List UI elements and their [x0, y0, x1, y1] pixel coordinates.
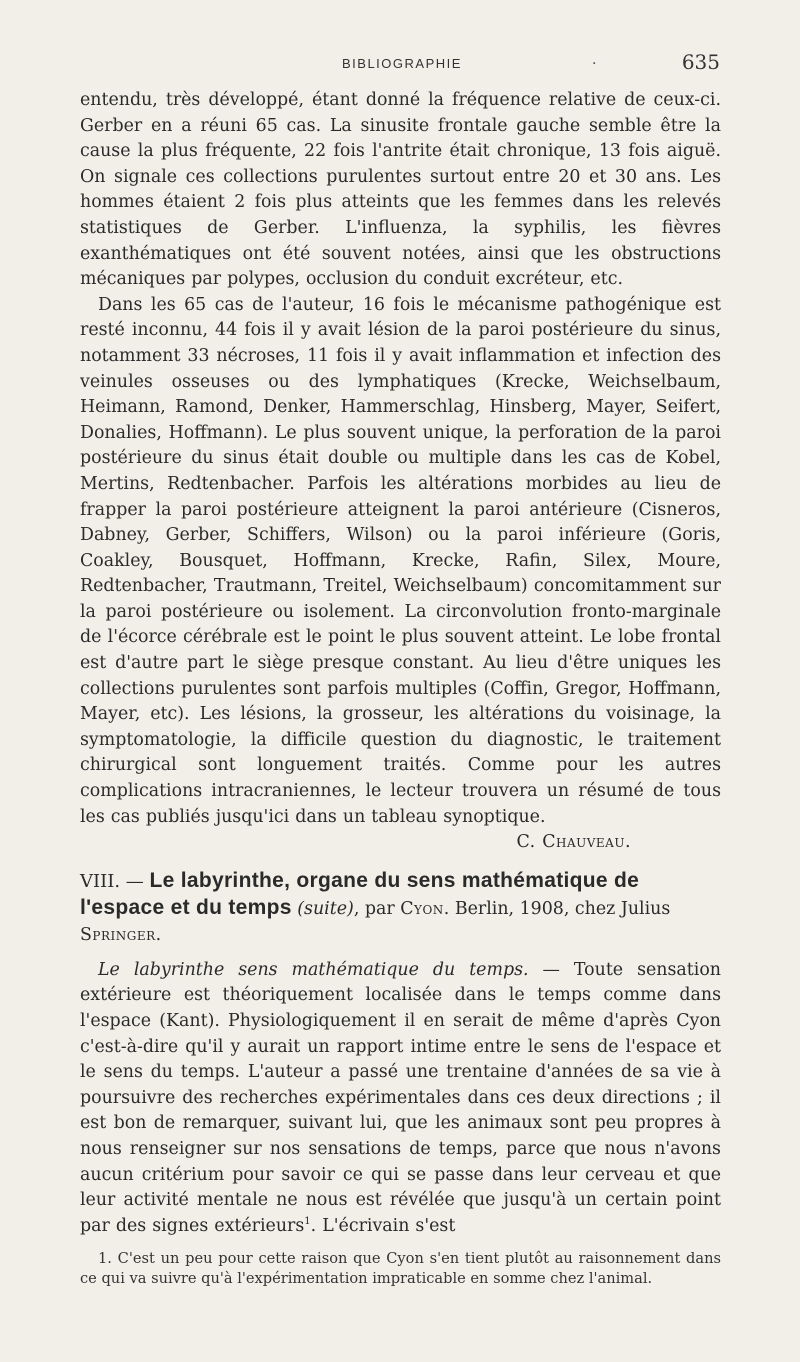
review-signature: C. Chauveau.: [516, 832, 631, 853]
running-title: BIBLIOGRAPHIE: [342, 56, 462, 71]
page-body: [80, 88, 721, 1289]
paragraph-review-text: — Toute sensation extérieure est théoriquement localisée dans le temps comme dans l'espace (Kant). Physiologiquement il en serait de même d'après Cyon c'est-à-dire qu'il y aurait un rapport intime entre le sens de l'espace et le sens du temps. L'auteur a passé une trentaine d'années de sa vie à poursuivre des recherches expérimentales dans ces deux directions ; il est bon de remarquer, suivant lui, que les animaux sont peu propres à nous renseigner sur nos sensations de temps, parce que nous n'avons aucun critérium pour savoir ce qui se passe dans leur cerveau et que leur activité mentale ne nous est révélée que jusqu'à un certain point par des signes extérieurs: [80, 959, 722, 1236]
footnote-ref: 1: [304, 1215, 311, 1227]
section-suite: (suite): [297, 898, 354, 919]
paragraph-review-end: . L'écrivain s'est: [310, 1215, 456, 1236]
review-heading: [80, 868, 721, 948]
paragraph-italic-lead: Le labyrinthe sens mathématique du temps.: [98, 959, 529, 980]
paragraph-continuation: entendu, très développé, étant donné la fréquence relative de ceux-ci. Gerber en a réuni 65 cas. La sinusite frontale gauche semble être la cause la plus fréquente, 22 fois l'antrite était chronique, 13 fois aiguë. On signale ces collections purulentes surtout entre 20 et 30 ans. Les hommes étaient 2 fois plus atteints que les femmes dans les relevés statistiques de Gerber. L'influenza, la syphilis, les fièvres exanthématiques ont été souvent notées, ainsi que les obstructions mécaniques par polypes, occlusion du conduit excréteur, etc.: [80, 90, 721, 290]
review-signature-line: [80, 830, 721, 856]
section-title: Le labyrinthe, organe du sens mathématique de l'espace et du temps: [80, 868, 640, 919]
paragraph-review-intro: [80, 958, 721, 1240]
section-end: .: [155, 924, 162, 945]
section-number: VIII. —: [80, 870, 150, 892]
section-author: Cyon: [400, 898, 444, 919]
page-header: [80, 50, 720, 80]
section-publisher: Springer: [80, 924, 156, 945]
page-number: 635: [681, 50, 720, 74]
paragraph-cases: Dans les 65 cas de l'auteur, 16 fois le mécanisme pathogénique est resté inconnu, 44 fois il y avait lésion de la paroi postérieure du sinus, notamment 33 nécroses, 11 fois il y avait inflammation et infection des veinules osseuses ou des lymphatiques (Krecke, Weichselbaum, Heimann, Ramond, Denker, Hammerschlag, Hinsberg, Mayer, Seifert, Donalies, Hoffmann). Le plus souvent unique, la perforation de la paroi postérieure du sinus était double ou multiple dans les cas de Kobel, Mertins, Redtenbacher. Parfois les altérations morbides au lieu de frapper la paroi postérieure atteignent la paroi antérieure (Cisneros, Dabney, Gerber, Schiffers, Wilson) ou la paroi inférieure (Goris, Coakley, Bousquet, Hoffmann, Krecke, Rafin, Silex, Moure, Redtenbacher, Trautmann, Treitel, Weichselbaum) concomitamment sur la paroi postérieure ou isolement. La circonvolution fronto-marginale de l'écorce cérébrale est le point le plus souvent atteint. Le lobe frontal est d'autre part le siège presque constant. Au lieu d'être uniques les collections purulentes sont parfois multiples (Coffin, Gregor, Hoffmann, Mayer, etc). Les lésions, la grosseur, les altérations du voisinage, la symptomatologie, la difficile question du diagnostic, le traitement chirurgical sont longuement traités. Comme pour les autres complications intracraniennes, le lecteur trouvera un résumé de tous les cas publiés jusqu'ici dans un tableau synoptique.: [80, 294, 721, 827]
footnote: 1. C'est un peu pour cette raison que Cyon s'en tient plutôt au raisonnement dans ce qui va suivre qu'à l'expérimentation impraticable en somme chez l'animal.: [80, 1250, 721, 1288]
section-place-date: . Berlin, 1908, chez Julius: [443, 898, 671, 919]
section-author-prefix: , par: [353, 898, 401, 919]
header-mark: .: [592, 52, 597, 68]
